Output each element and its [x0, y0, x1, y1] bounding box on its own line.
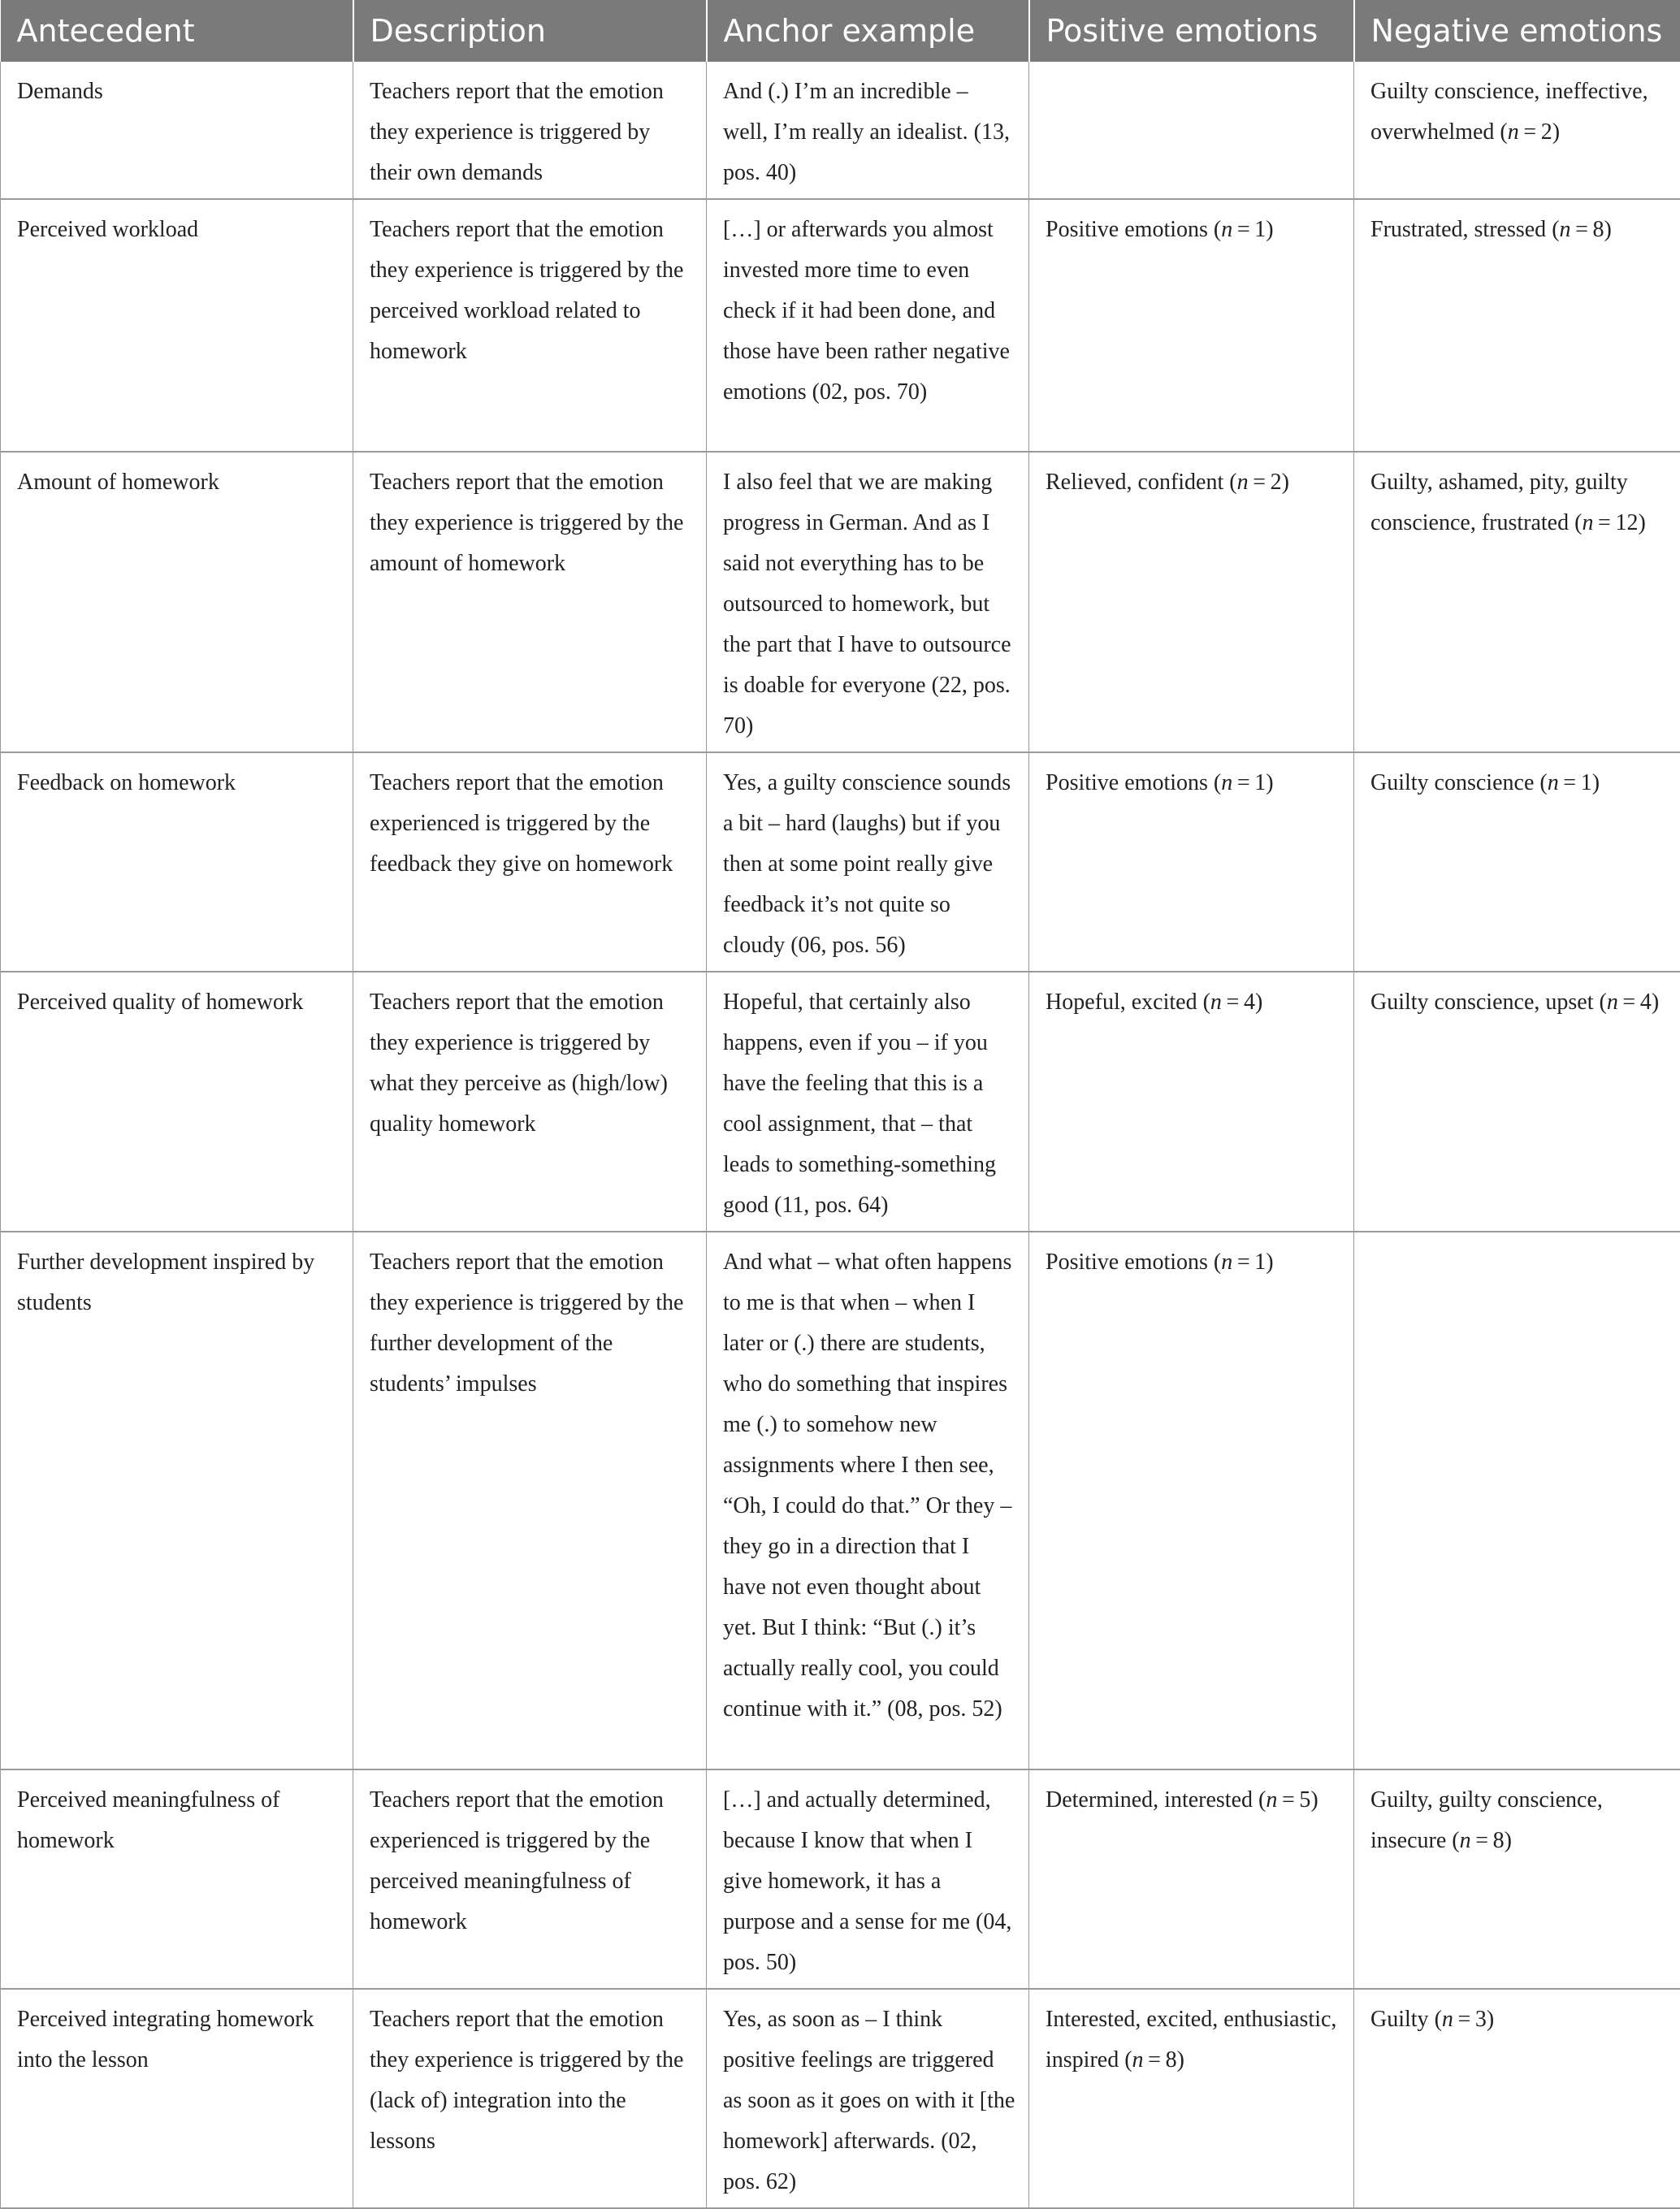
n-symbol: n [1508, 119, 1519, 145]
cell-anchor-example: Hopeful, that certainly also happens, even if you – if you have the feeling that this is a cool assignment, that – that leads to something-something good (11, pos. 64) [707, 972, 1029, 1232]
negative-emotions-count: 8 [1493, 1828, 1505, 1853]
cell-positive-emotions: Interested, excited, enthusiastic, inspired (n = 8) [1029, 1989, 1354, 2208]
positive-emotions-count: 1 [1254, 1250, 1266, 1275]
positive-emotions-text: Positive emotions [1046, 770, 1208, 795]
cell-description: Teachers report that the emotion they experience is triggered by the perceived workload related to homework [353, 199, 707, 452]
cell-antecedent: Perceived quality of homework [1, 972, 353, 1232]
table-row [1, 452, 1680, 752]
negative-emotions-text: Guilty conscience, ineffective, overwhelmed [1370, 79, 1648, 145]
n-symbol: n [1132, 2047, 1144, 2073]
cell-description: Teachers report that the emotion they experience is triggered by their own demands [353, 62, 707, 199]
table-row [1, 1232, 1680, 1769]
cell-anchor-example: Yes, a guilty conscience sounds a bit – hard (laughs) but if you then at some point really give feedback it’s not quite so cloudy (06, pos. 56) [707, 752, 1029, 972]
positive-emotions-count: 5 [1299, 1787, 1310, 1813]
positive-emotions-text: Positive emotions [1046, 217, 1208, 242]
cell-anchor-example: And what – what often happens to me is that when – when I later or (.) there are students, who do something that inspires me (.) to somehow new assignments where I then see, “Oh, I could do that.” Or they – they go in a direction that I have not even thought about yet. But I think: “But (.) it’s actually really cool, you could continue with it.” (08, pos. 52) [707, 1232, 1029, 1769]
cell-antecedent: Perceived workload [1, 199, 353, 452]
cell-anchor-example: […] or afterwards you almost invested more time to even check if it had been done, and those have been rather negative emotions (02, pos. 70) [707, 199, 1029, 452]
n-symbol: n [1221, 1250, 1232, 1275]
header-negative-emotions: Negative emotions [1354, 0, 1680, 62]
header-anchor-example: Anchor example [707, 0, 1029, 62]
cell-description: Teachers report that the emotion experienced is triggered by the perceived meaningfulness of homework [353, 1769, 707, 1989]
header-description: Description [353, 0, 707, 62]
negative-emotions-count: 12 [1615, 510, 1638, 535]
cell-anchor-example: I also feel that we are making progress in German. And as I said not everything has to be outsourced to homework, but the part that I have to outsource is doable for everyone (22, pos. 70) [707, 452, 1029, 752]
negative-emotions-text: Guilty conscience [1370, 770, 1534, 795]
negative-emotions-text: Guilty, guilty conscience, insecure [1370, 1787, 1603, 1853]
positive-emotions-text: Hopeful, excited [1046, 990, 1197, 1015]
cell-positive-emotions: Positive emotions (n = 1) [1029, 752, 1354, 972]
n-symbol: n [1582, 510, 1593, 535]
cell-antecedent: Feedback on homework [1, 752, 353, 972]
negative-emotions-count: 4 [1640, 990, 1652, 1015]
negative-emotions-text: Guilty, ashamed, pity, guilty conscience, frustrated [1370, 470, 1628, 535]
negative-emotions-count: 3 [1475, 2007, 1487, 2032]
positive-emotions-count: 8 [1166, 2047, 1177, 2073]
cell-negative-emotions: Guilty conscience, upset (n = 4) [1354, 972, 1680, 1232]
header-positive-emotions: Positive emotions [1029, 0, 1354, 62]
table-row [1, 199, 1680, 452]
positive-emotions-text: Interested, excited, enthusiastic, inspired [1046, 2007, 1336, 2073]
positive-emotions-text: Positive emotions [1046, 1250, 1208, 1275]
header-row [1, 0, 1680, 62]
cell-anchor-example: Yes, as soon as – I think positive feelings are triggered as soon as it goes on with it [the homework] afterwards. (02, pos. 62) [707, 1989, 1029, 2208]
cell-positive-emotions: Positive emotions (n = 1) [1029, 199, 1354, 452]
cell-description: Teachers report that the emotion they experience is triggered by the further development of the students’ impulses [353, 1232, 707, 1769]
cell-positive-emotions [1029, 62, 1354, 199]
cell-positive-emotions: Determined, interested (n = 5) [1029, 1769, 1354, 1989]
table-row [1, 62, 1680, 199]
n-symbol: n [1266, 1787, 1277, 1813]
positive-emotions-count: 4 [1244, 990, 1255, 1015]
cell-anchor-example: And (.) I’m an incredible – well, I’m really an idealist. (13, pos. 40) [707, 62, 1029, 199]
n-symbol: n [1221, 217, 1232, 242]
cell-negative-emotions: Guilty, guilty conscience, insecure (n = 8) [1354, 1769, 1680, 1989]
positive-emotions-count: 1 [1254, 217, 1266, 242]
n-symbol: n [1221, 770, 1232, 795]
n-symbol: n [1560, 217, 1571, 242]
n-symbol: n [1237, 470, 1249, 495]
cell-negative-emotions: Guilty, ashamed, pity, guilty conscience, frustrated (n = 12) [1354, 452, 1680, 752]
n-symbol: n [1607, 990, 1618, 1015]
table-row [1, 972, 1680, 1232]
negative-emotions-text: Guilty conscience, upset [1370, 990, 1593, 1015]
cell-antecedent: Amount of homework [1, 452, 353, 752]
n-symbol: n [1548, 770, 1559, 795]
cell-positive-emotions: Hopeful, excited (n = 4) [1029, 972, 1354, 1232]
positive-emotions-count: 2 [1271, 470, 1282, 495]
cell-antecedent: Perceived integrating homework into the lesson [1, 1989, 353, 2208]
positive-emotions-count: 1 [1254, 770, 1266, 795]
n-symbol: n [1460, 1828, 1471, 1853]
cell-negative-emotions: Frustrated, stressed (n = 8) [1354, 199, 1680, 452]
cell-positive-emotions: Relieved, confident (n = 2) [1029, 452, 1354, 752]
table-header [1, 0, 1680, 62]
cell-negative-emotions: Guilty conscience, ineffective, overwhelmed (n = 2) [1354, 62, 1680, 199]
cell-description: Teachers report that the emotion they experience is triggered by what they perceive as (high/low) quality homework [353, 972, 707, 1232]
cell-negative-emotions: Guilty (n = 3) [1354, 1989, 1680, 2208]
cell-negative-emotions: Guilty conscience (n = 1) [1354, 752, 1680, 972]
positive-emotions-text: Determined, interested [1046, 1787, 1253, 1813]
negative-emotions-text: Guilty [1370, 2007, 1429, 2032]
negative-emotions-text: Frustrated, stressed [1370, 217, 1546, 242]
negative-emotions-count: 8 [1593, 217, 1604, 242]
table-row [1, 1989, 1680, 2208]
cell-anchor-example: […] and actually determined, because I know that when I give homework, it has a purpose and a sense for me (04, pos. 50) [707, 1769, 1029, 1989]
cell-negative-emotions [1354, 1232, 1680, 1769]
header-antecedent: Antecedent [1, 0, 353, 62]
negative-emotions-count: 2 [1541, 119, 1552, 145]
cell-description: Teachers report that the emotion experienced is triggered by the feedback they give on homework [353, 752, 707, 972]
cell-antecedent: Perceived meaningfulness of homework [1, 1769, 353, 1989]
cell-positive-emotions: Positive emotions (n = 1) [1029, 1232, 1354, 1769]
cell-description: Teachers report that the emotion they experience is triggered by the (lack of) integration into the lessons [353, 1989, 707, 2208]
table-body [1, 62, 1680, 2208]
n-symbol: n [1210, 990, 1222, 1015]
cell-antecedent: Further development inspired by students [1, 1232, 353, 1769]
n-symbol: n [1442, 2007, 1453, 2032]
cell-antecedent: Demands [1, 62, 353, 199]
table-row [1, 752, 1680, 972]
negative-emotions-count: 1 [1581, 770, 1592, 795]
table-row [1, 1769, 1680, 1989]
positive-emotions-text: Relieved, confident [1046, 470, 1223, 495]
cell-description: Teachers report that the emotion they experience is triggered by the amount of homework [353, 452, 707, 752]
